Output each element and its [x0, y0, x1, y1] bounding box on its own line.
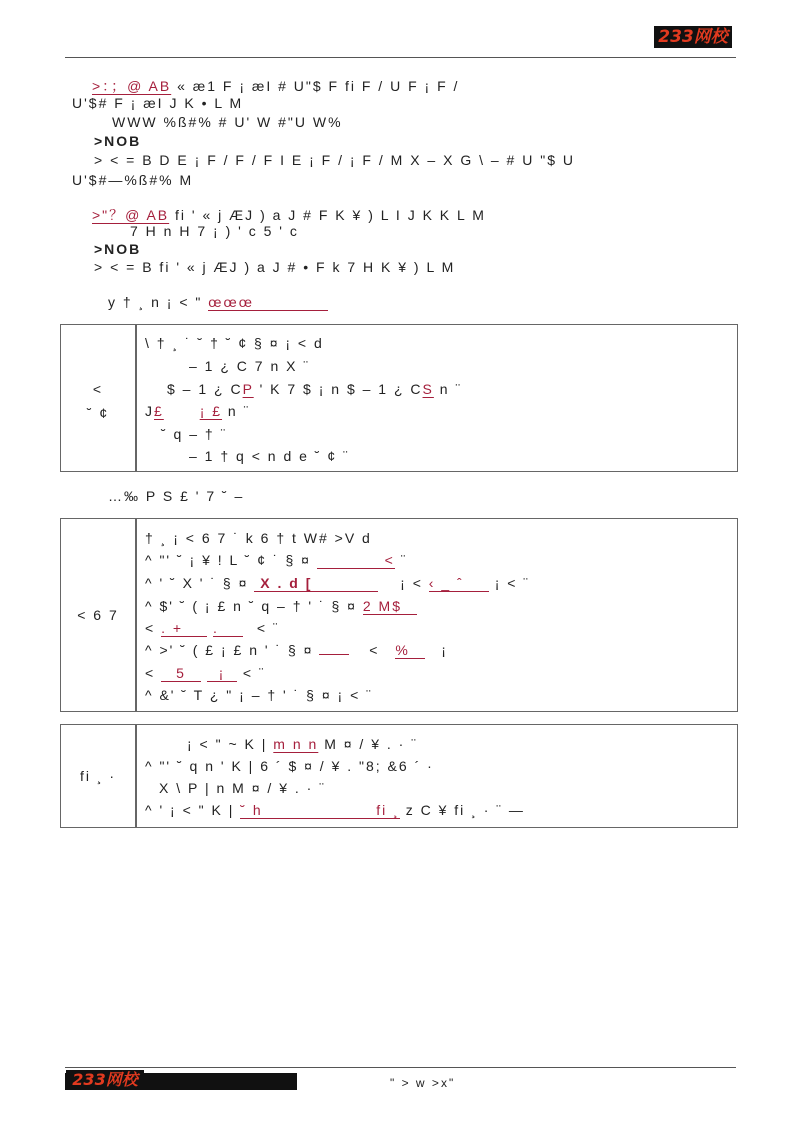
table-1-blank-pound-2[interactable]: ¡ £ — [199, 403, 223, 419]
table-1-label-2: ˘ ¢ — [86, 405, 110, 421]
table-2-row-6-text: ^ >' ˘ ( £ ¡ £ n ' ˙ § ¤ — [145, 642, 314, 658]
table-2-blank-10[interactable]: ¡ — [207, 665, 237, 682]
table-2-row-2-text: ^ "' ˘ ¡ ¥ ! L ˘ ¢ ˙ § ¤ — [145, 552, 311, 568]
table-2-blank-4[interactable]: 2 M$ — [363, 598, 417, 615]
question-2-line-4: > < = B fi ' « j ÆJ ) a J # • F k 7 H K ¥ ) L M — [94, 259, 456, 275]
table-1-row-1: \ † ¸ ˙ ˘ † ˘ ¢ § ¤ ¡ < d — [145, 335, 324, 351]
question-1-line-2: U'$# F ¡ æI J K • L M — [72, 95, 244, 111]
table-3-row-4-text-b: z C ¥ fi ¸ · ¨ — — [405, 802, 525, 818]
table-2-row-6 — [145, 642, 448, 659]
table-2-divider — [135, 519, 137, 711]
table-1-row-3 — [167, 381, 462, 397]
question-2-link[interactable]: >"？@ AB — [92, 207, 170, 223]
table-2-blank-3[interactable]: ‹ _ ˆ — [429, 575, 489, 592]
table-2-row-3-text: ^ ' ˘ X ' ˙ § ¤ — [145, 575, 249, 591]
table-3-blank-1[interactable]: m n n — [273, 736, 319, 752]
table-2-row-5-text: < — [145, 620, 156, 636]
question-2-answer-label: >NOB — [94, 241, 142, 257]
between-text: …‰ P S £ ' 7 ˘ – — [108, 488, 245, 504]
table-2-blank-7[interactable] — [319, 654, 349, 655]
table-2-row-1: † ¸ ¡ < 6 7 ˙ k 6 † t W# >V d — [145, 530, 372, 546]
header-logo: 233网校 — [654, 26, 732, 48]
table-1-blank-s[interactable]: S — [422, 381, 434, 397]
table-1-label-1: < — [92, 381, 104, 397]
table-2-row-8: ^ &' ˘ T ¿ " ¡ – † ' ˙ § ¤ ¡ < ¨ — [145, 687, 373, 703]
table-2-row-3-text-c: ¡ < ¨ — [494, 575, 530, 591]
question-1-line-3: WWW %ß#% # U' W #"U W% — [112, 114, 343, 130]
table-2-row-7 — [145, 665, 266, 682]
table-2-row-3-text-b: ¡ < — [400, 575, 423, 591]
table-2-row-7-text: < — [145, 665, 156, 681]
table-1-row-6: – 1 † q < n d e ˘ ¢ ¨ — [189, 448, 350, 464]
table-3-row-2: ^ "' ˘ q n ' K | 6 ´ $ ¤ / ¥ . "8; &6 ´ · — [145, 758, 434, 774]
table-3-divider — [135, 725, 137, 827]
table-3-row-1-text: ¡ < " ~ K | — [187, 736, 268, 752]
table-2-row-4-text: ^ $' ˘ ( ¡ £ n ˘ q – † ' ˙ § ¤ — [145, 598, 357, 614]
question-1-line-6: U'$#—%ß#% M — [72, 172, 194, 188]
table-2-row-2-end: ¨ — [400, 552, 408, 568]
heading-text: y † ¸ n ¡ < " — [108, 294, 203, 310]
table-1-blank-p[interactable]: P — [242, 381, 254, 397]
table-1-row-4 — [145, 403, 250, 419]
table-2-row-4 — [145, 598, 417, 615]
table-2-blank-9[interactable]: 5 — [161, 665, 201, 682]
table-2-row-3 — [145, 575, 530, 592]
table-2-blank-1[interactable]: < — [317, 552, 395, 569]
table-3-row-4-text: ^ ' ¡ < " K | — [145, 802, 235, 818]
table-3-blank-2[interactable]: ˘ h — [240, 802, 376, 819]
question-1-link[interactable]: >：；@ AB — [92, 78, 172, 94]
table-2-blank-6[interactable]: . — [213, 620, 243, 637]
table-1-row-5: ˘ q – † ¨ — [161, 426, 228, 442]
question-2-text: fi ' « j ÆJ ) a J # F K ¥ ) L I J K K L M — [175, 207, 486, 223]
table-3-row-1-text-b: M ¤ / ¥ . · ¨ — [324, 736, 418, 752]
table-3 — [60, 724, 738, 828]
header-divider — [65, 57, 736, 58]
question-2-line — [92, 205, 486, 225]
table-1-row-4-text-b: n ¨ — [227, 403, 251, 419]
question-1-answer-label: >NOB — [94, 133, 142, 149]
table-1-row-3-text-c: n ¨ — [433, 381, 463, 397]
table-3-row-4 — [145, 802, 525, 819]
table-2-row-6-end: ¡ — [441, 642, 448, 658]
question-1-line-5: > < = B D E ¡ F / F / F I E ¡ F / ¡ F / M X – X G \ – # U "$ U — [94, 152, 575, 168]
table-2-blank-5[interactable]: . + — [161, 620, 207, 637]
table-2-row-5-end: < ¨ — [256, 620, 280, 636]
table-1-row-3-text-b: ' K 7 $ ¡ n $ – 1 ¿ C — [253, 381, 423, 397]
table-1 — [60, 324, 738, 472]
section-heading — [108, 294, 328, 311]
table-1-row-2: – 1 ¿ C 7 n X ¨ — [189, 358, 311, 374]
table-3-row-1 — [187, 736, 418, 752]
table-1-row-3-text-a: $ – 1 ¿ C — [167, 381, 243, 397]
heading-link[interactable]: œœœ — [208, 294, 328, 311]
table-2 — [60, 518, 738, 712]
table-1-divider — [135, 325, 137, 471]
footer-divider — [65, 1067, 736, 1068]
question-1-line — [92, 76, 459, 96]
table-3-row-3: X \ P | n M ¤ / ¥ . · ¨ — [159, 780, 326, 796]
table-2-row-7-end: < ¨ — [242, 665, 266, 681]
table-2-row-6-mid: < — [369, 642, 380, 658]
footer-page-number: " > w >x" — [390, 1076, 456, 1090]
table-1-row-4-text-a: J — [145, 403, 154, 419]
table-2-row-2 — [145, 552, 407, 569]
table-3-label: fi ¸ · — [79, 768, 117, 784]
question-1-text: « æ1 F ¡ æI # U"$ F fi F / U F ¡ F / — [177, 78, 460, 94]
question-2-line-2: 7 H n H 7 ¡ ) ' c 5 ' c — [130, 223, 299, 239]
table-3-blank-2-end[interactable]: fi ¸ — [376, 802, 400, 818]
table-1-blank-pound[interactable]: £ — [154, 403, 164, 419]
footer-logo: 233网校 — [66, 1070, 144, 1090]
table-2-label: < 6 7 — [77, 607, 119, 623]
table-2-blank-8[interactable]: % — [395, 642, 425, 659]
table-2-row-5 — [145, 620, 280, 637]
table-2-blank-2[interactable]: X . d [ — [254, 575, 378, 592]
